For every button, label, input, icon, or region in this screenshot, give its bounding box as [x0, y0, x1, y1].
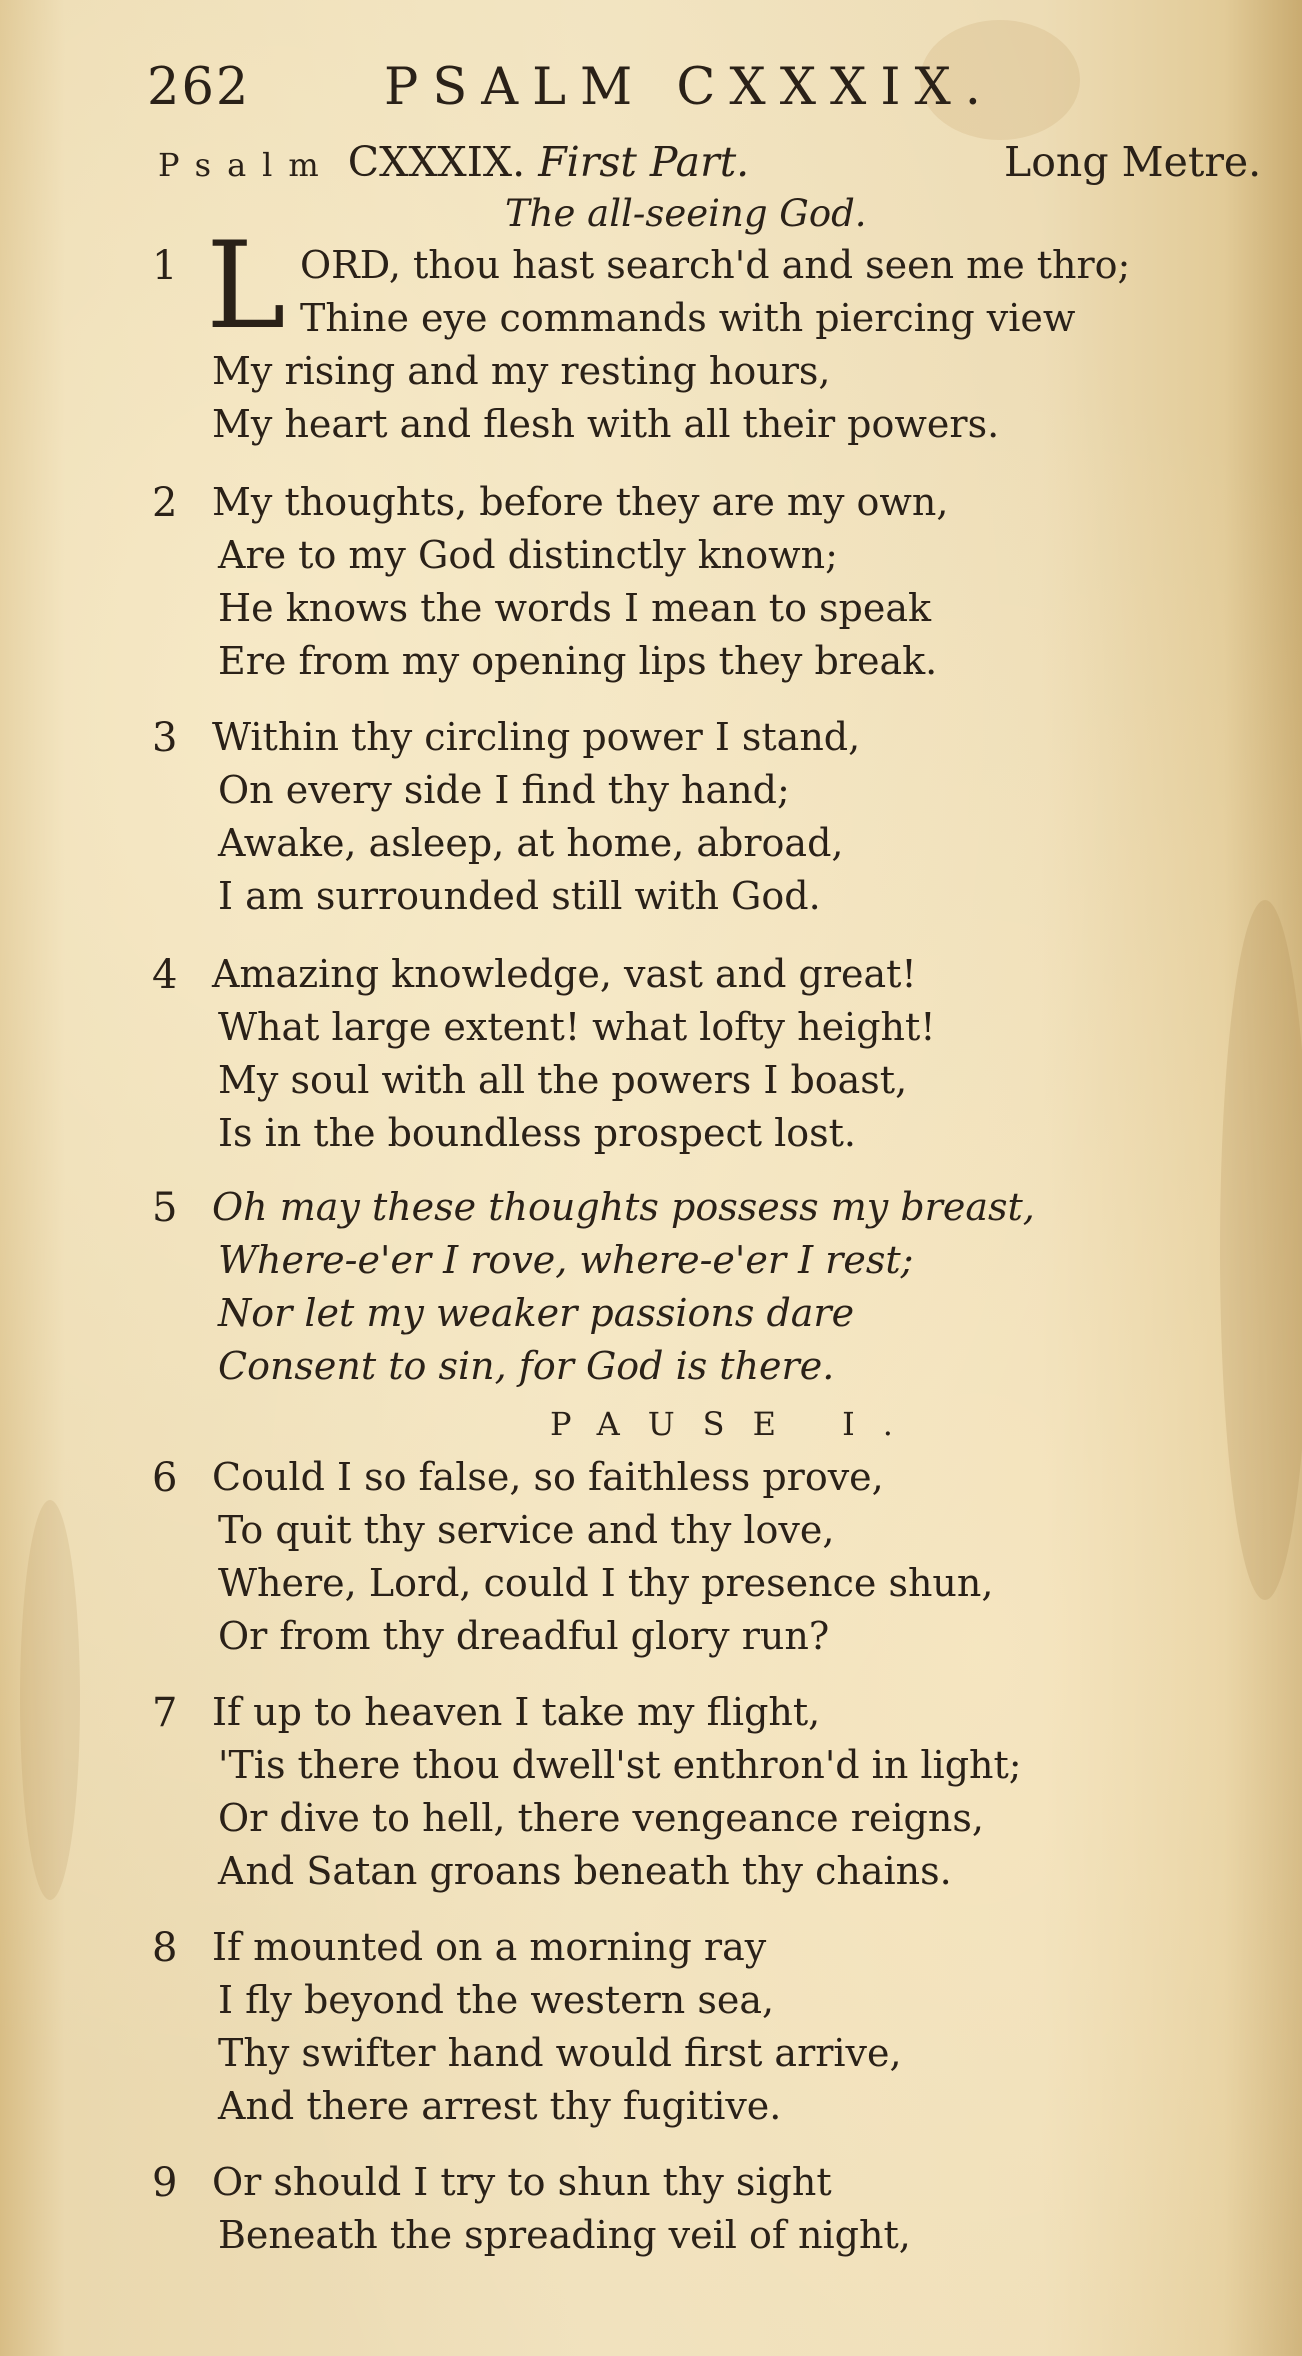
verse-line: And Satan groans beneath thy chains. — [218, 1849, 952, 1893]
pause-marker: PAUSE I. — [550, 1405, 921, 1443]
running-head: PSALM CXXXIX. — [384, 58, 995, 117]
verse-line: Amazing knowledge, vast and great! — [212, 952, 917, 996]
paper-stain — [1220, 900, 1302, 1600]
verse-line: If mounted on a morning ray — [212, 1925, 767, 1969]
metre-label: Long Metre. — [1004, 138, 1262, 186]
verse-line: Is in the boundless prospect lost. — [218, 1111, 857, 1155]
verse-line: My soul with all the powers I boast, — [218, 1058, 908, 1102]
verse-line: Within thy circling power I stand, — [212, 715, 861, 759]
verse-line: Ere from my opening lips they break. — [218, 639, 938, 683]
stanza-number: 1 — [152, 243, 178, 289]
verse-line: Consent to sin, for God is there. — [218, 1344, 835, 1388]
verse-line: To quit thy service and thy love, — [218, 1508, 835, 1552]
verse-line: ORD, thou hast search'd and seen me thro; — [300, 243, 1131, 287]
verse-line: Or from thy dreadful glory run? — [218, 1614, 830, 1658]
paper-stain — [20, 1500, 80, 1900]
stanza-number: 3 — [152, 715, 178, 761]
verse-line: If up to heaven I take my flight, — [212, 1690, 821, 1734]
verse-line: 'Tis there thou dwell'st enthron'd in light; — [218, 1743, 1022, 1787]
verse-line: On every side I find thy hand; — [218, 768, 790, 812]
verse-line: I fly beyond the western sea, — [218, 1978, 775, 2022]
stanza-number: 2 — [152, 480, 178, 526]
verse-line: Are to my God distinctly known; — [218, 533, 838, 577]
verse-line: I am surrounded still with God. — [218, 874, 821, 918]
verse-line: Nor let my weaker passions dare — [218, 1291, 855, 1335]
verse-line: Or should I try to shun thy sight — [212, 2160, 832, 2204]
psalm-heading — [158, 138, 1262, 186]
stanza-number: 6 — [152, 1455, 178, 1501]
verse-line: Where, Lord, could I thy presence shun, — [218, 1561, 994, 1605]
stanza-number: 8 — [152, 1925, 178, 1971]
page-number: 262 — [147, 58, 251, 117]
psalm-numeral: CXXXIX. — [347, 138, 526, 186]
stanza-number: 4 — [152, 952, 178, 998]
verse-line: Where-e'er I rove, where-e'er I rest; — [218, 1238, 914, 1282]
verse-line: He knows the words I mean to speak — [218, 586, 932, 630]
psalm-subtitle: The all-seeing God. — [505, 192, 867, 235]
verse-line: My heart and flesh with all their powers. — [212, 402, 1000, 446]
verse-line: My rising and my resting hours, — [212, 349, 831, 393]
stanza-number: 9 — [152, 2160, 178, 2206]
verse-line: Thine eye commands with piercing view — [300, 296, 1076, 340]
stanza-number: 7 — [152, 1690, 178, 1736]
stanza-number: 5 — [152, 1185, 178, 1231]
drop-cap-initial: L — [206, 217, 286, 356]
part-label: First Part. — [538, 138, 750, 186]
verse-line: Thy swifter hand would first arrive, — [218, 2031, 902, 2075]
verse-line: Could I so false, so faithless prove, — [212, 1455, 884, 1499]
verse-line: Awake, asleep, at home, abroad, — [218, 821, 844, 865]
verse-line: Beneath the spreading veil of night, — [218, 2213, 911, 2257]
psalm-word: Psalm — [158, 146, 335, 184]
verse-line: My thoughts, before they are my own, — [212, 480, 949, 524]
verse-line: Oh may these thoughts possess my breast, — [212, 1185, 1035, 1229]
verse-line: And there arrest thy fugitive. — [218, 2084, 782, 2128]
verse-line: Or dive to hell, there vengeance reigns, — [218, 1796, 984, 1840]
verse-line: What large extent! what lofty height! — [218, 1005, 936, 1049]
